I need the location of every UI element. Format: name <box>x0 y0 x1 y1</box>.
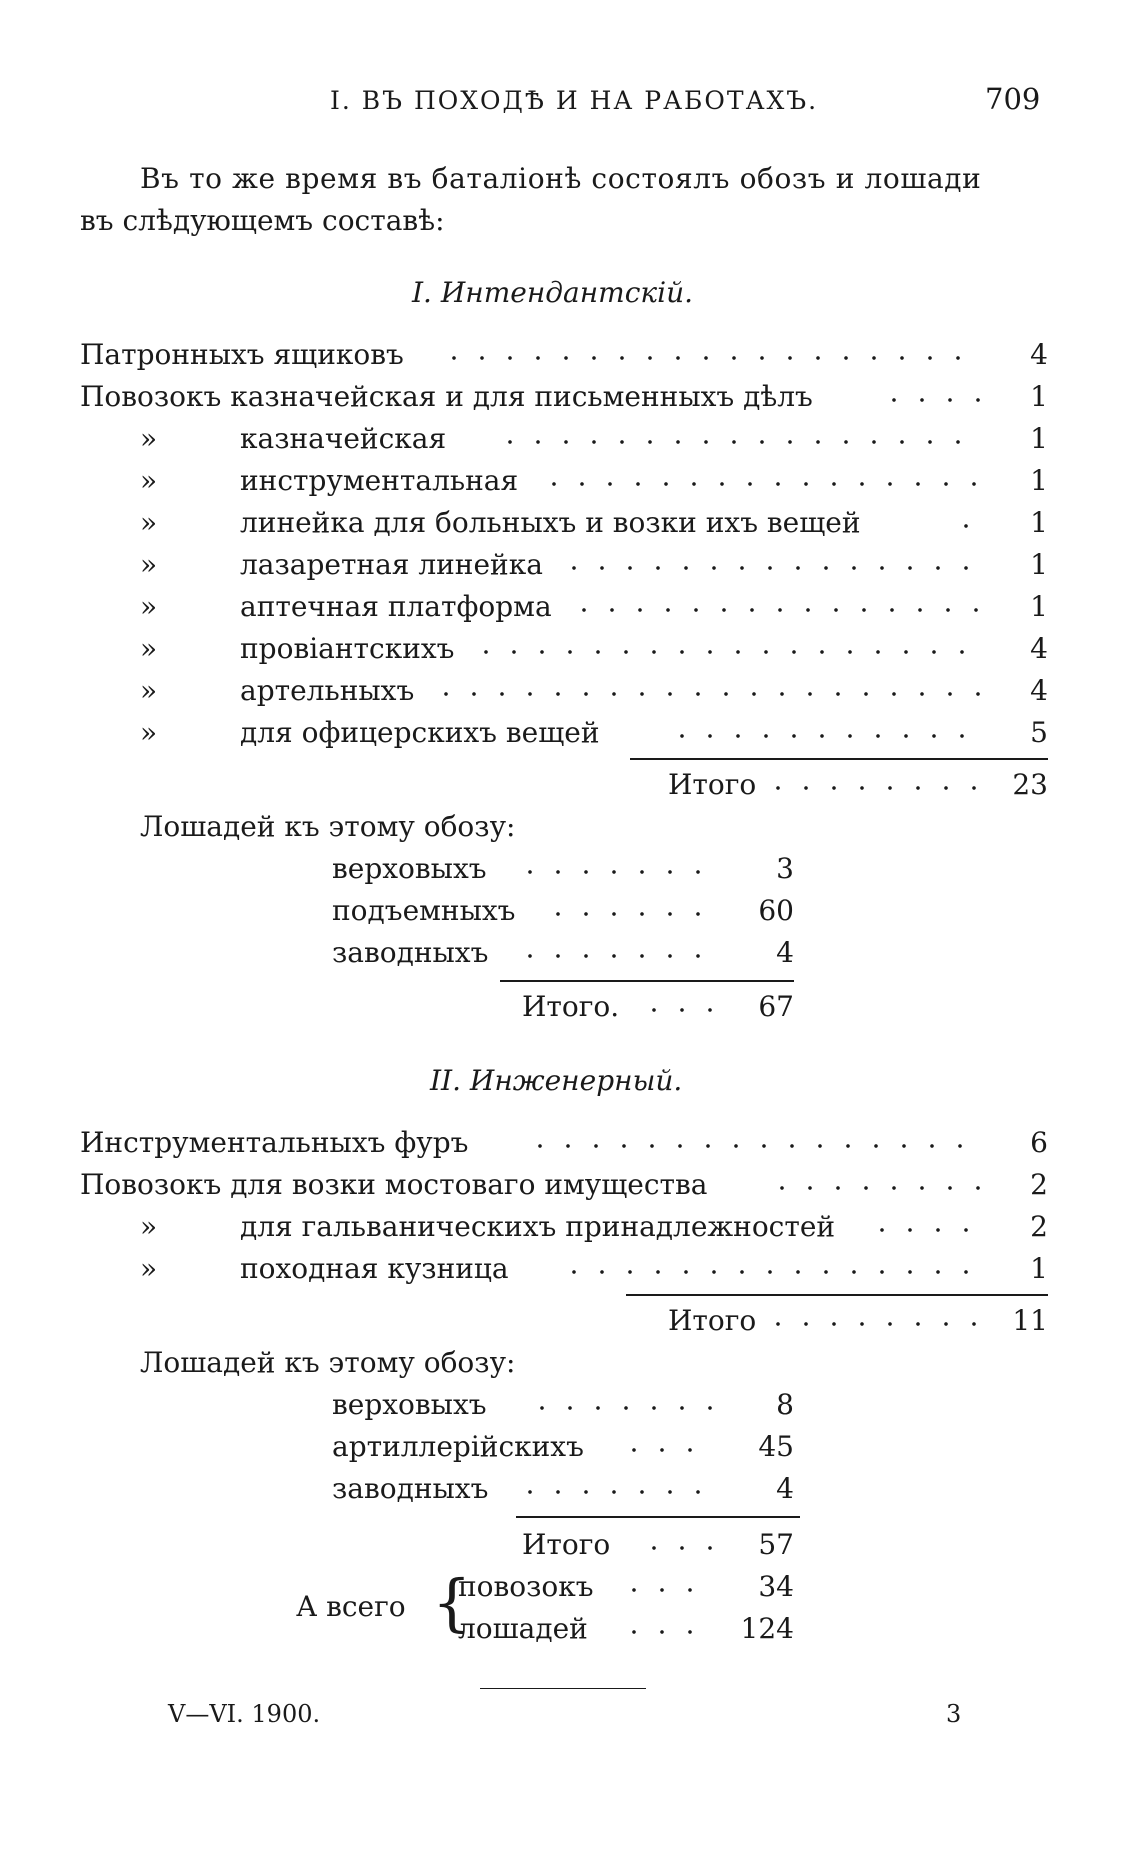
s1-row-label: Повозокъ казначейская и для письменныхъ дѣлъ <box>80 380 813 413</box>
dot-leader <box>560 566 980 570</box>
s1-horse-label: верховыхъ <box>332 852 487 885</box>
s2-horses-total-label: Итого <box>522 1528 611 1561</box>
footer-sheet-number: 3 <box>946 1700 962 1728</box>
grand-total-label: А всего <box>296 1590 406 1623</box>
s1-row-label: линейка для больныхъ и возки ихъ вещей <box>240 506 861 539</box>
dot-leader <box>544 912 712 916</box>
s1-row-value: 1 <box>1030 548 1048 581</box>
footer-signature: V—VI. 1900. <box>168 1700 321 1728</box>
dot-leader <box>880 398 980 402</box>
grand-wagons-value: 34 <box>758 1570 794 1603</box>
dot-leader <box>472 650 980 654</box>
s2-row-label: для гальваническихъ принадлежностей <box>240 1210 836 1243</box>
ditto-mark: » <box>140 506 158 539</box>
s1-row-value: 4 <box>1030 674 1048 707</box>
ditto-mark: » <box>140 674 158 707</box>
s1-row-value: 5 <box>1030 716 1048 749</box>
grand-horses-value: 124 <box>740 1612 794 1645</box>
s1-row-value: 1 <box>1030 464 1048 497</box>
s2-row-label: Инструментальныхъ фуръ <box>80 1126 469 1159</box>
s1-horses-total-label: Итого. <box>522 990 620 1023</box>
dot-leader <box>526 1144 980 1148</box>
dot-leader <box>528 1406 712 1410</box>
dot-leader <box>952 524 980 528</box>
ditto-mark: » <box>140 548 158 581</box>
s1-row-label: артельныхъ <box>240 674 415 707</box>
footer-rule <box>480 1688 646 1689</box>
s2-horses-heading: Лошадей къ этому обозу: <box>140 1346 516 1379</box>
s1-horse-label: заводныхъ <box>332 936 489 969</box>
ditto-mark: » <box>140 1210 158 1243</box>
ditto-mark: » <box>140 464 158 497</box>
s2-total-label: Итого <box>668 1304 757 1337</box>
s2-row-value: 2 <box>1030 1210 1048 1243</box>
s1-row-value: 1 <box>1030 380 1048 413</box>
dot-leader <box>764 786 988 790</box>
s2-row-value: 1 <box>1030 1252 1048 1285</box>
s1-row-label: аптечная платформа <box>240 590 552 623</box>
dot-leader <box>560 1270 980 1274</box>
dot-leader <box>570 608 980 612</box>
dot-leader <box>640 1546 712 1550</box>
s1-horse-value: 4 <box>776 936 794 969</box>
s1-row-label: казначейская <box>240 422 447 455</box>
section-1-title: I. Интендантскій. <box>412 276 694 309</box>
s1-row-value: 1 <box>1030 422 1048 455</box>
s1-horse-value: 3 <box>776 852 794 885</box>
s1-horse-value: 60 <box>758 894 794 927</box>
s1-row-value: 4 <box>1030 632 1048 665</box>
sum-rule <box>516 1516 800 1518</box>
intro-line-2: въ слѣдующемъ составѣ: <box>80 204 445 237</box>
dot-leader <box>516 870 712 874</box>
sum-rule <box>630 758 1048 760</box>
s1-total-value: 23 <box>1012 768 1048 801</box>
ditto-mark: » <box>140 1252 158 1285</box>
s2-horse-label: артиллерійскихъ <box>332 1430 584 1463</box>
s1-horse-label: подъемныхъ <box>332 894 516 927</box>
sum-rule <box>500 980 794 982</box>
intro-line-1: Въ то же время въ баталіонѣ состоялъ обозъ и лошади <box>140 162 982 195</box>
s1-row-label: провіантскихъ <box>240 632 455 665</box>
dot-leader <box>540 482 980 486</box>
section-2-title: II. Инженерный. <box>430 1064 683 1097</box>
grand-wagons-label: повозокъ <box>458 1570 594 1603</box>
dot-leader <box>516 1490 712 1494</box>
dot-leader <box>640 1008 712 1012</box>
s1-row-label: лазаретная линейка <box>240 548 543 581</box>
s2-row-value: 2 <box>1030 1168 1048 1201</box>
s1-row-value: 1 <box>1030 506 1048 539</box>
s2-row-label: походная кузница <box>240 1252 509 1285</box>
s1-row-value: 1 <box>1030 590 1048 623</box>
brace-icon: { <box>432 1566 472 1639</box>
s2-row-label: Повозокъ для возки мостоваго имущества <box>80 1168 708 1201</box>
grand-horses-label: лошадей <box>458 1612 588 1645</box>
ditto-mark: » <box>140 422 158 455</box>
s2-horse-value: 4 <box>776 1472 794 1505</box>
s1-horses-heading: Лошадей къ этому обозу: <box>140 810 516 843</box>
dot-leader <box>768 1186 980 1190</box>
s1-row-value: 4 <box>1030 338 1048 371</box>
ditto-mark: » <box>140 632 158 665</box>
dot-leader <box>764 1322 988 1326</box>
s2-horse-value: 8 <box>776 1388 794 1421</box>
s2-horse-label: верховыхъ <box>332 1388 487 1421</box>
dot-leader <box>620 1630 712 1634</box>
s1-row-label: для офицерскихъ вещей <box>240 716 600 749</box>
dot-leader <box>516 954 712 958</box>
s2-horse-label: заводныхъ <box>332 1472 489 1505</box>
dot-leader <box>440 356 980 360</box>
s2-total-value: 11 <box>1012 1304 1048 1337</box>
dot-leader <box>668 734 980 738</box>
page-number: 709 <box>985 82 1041 116</box>
s2-horses-total-value: 57 <box>758 1528 794 1561</box>
s1-row-label: Патронныхъ ящиковъ <box>80 338 404 371</box>
dot-leader <box>496 440 980 444</box>
s2-horse-value: 45 <box>758 1430 794 1463</box>
dot-leader <box>620 1448 712 1452</box>
s2-row-value: 6 <box>1030 1126 1048 1159</box>
sum-rule <box>626 1294 1048 1296</box>
ditto-mark: » <box>140 590 158 623</box>
s1-horses-total-value: 67 <box>758 990 794 1023</box>
running-header: I. ВЪ ПОХОДѢ И НА РАБОТАХЪ. <box>330 86 819 115</box>
dot-leader <box>620 1588 712 1592</box>
ditto-mark: » <box>140 716 158 749</box>
dot-leader <box>868 1228 980 1232</box>
s1-row-label: инструментальная <box>240 464 519 497</box>
dot-leader <box>432 692 980 696</box>
s1-total-label: Итого <box>668 768 757 801</box>
